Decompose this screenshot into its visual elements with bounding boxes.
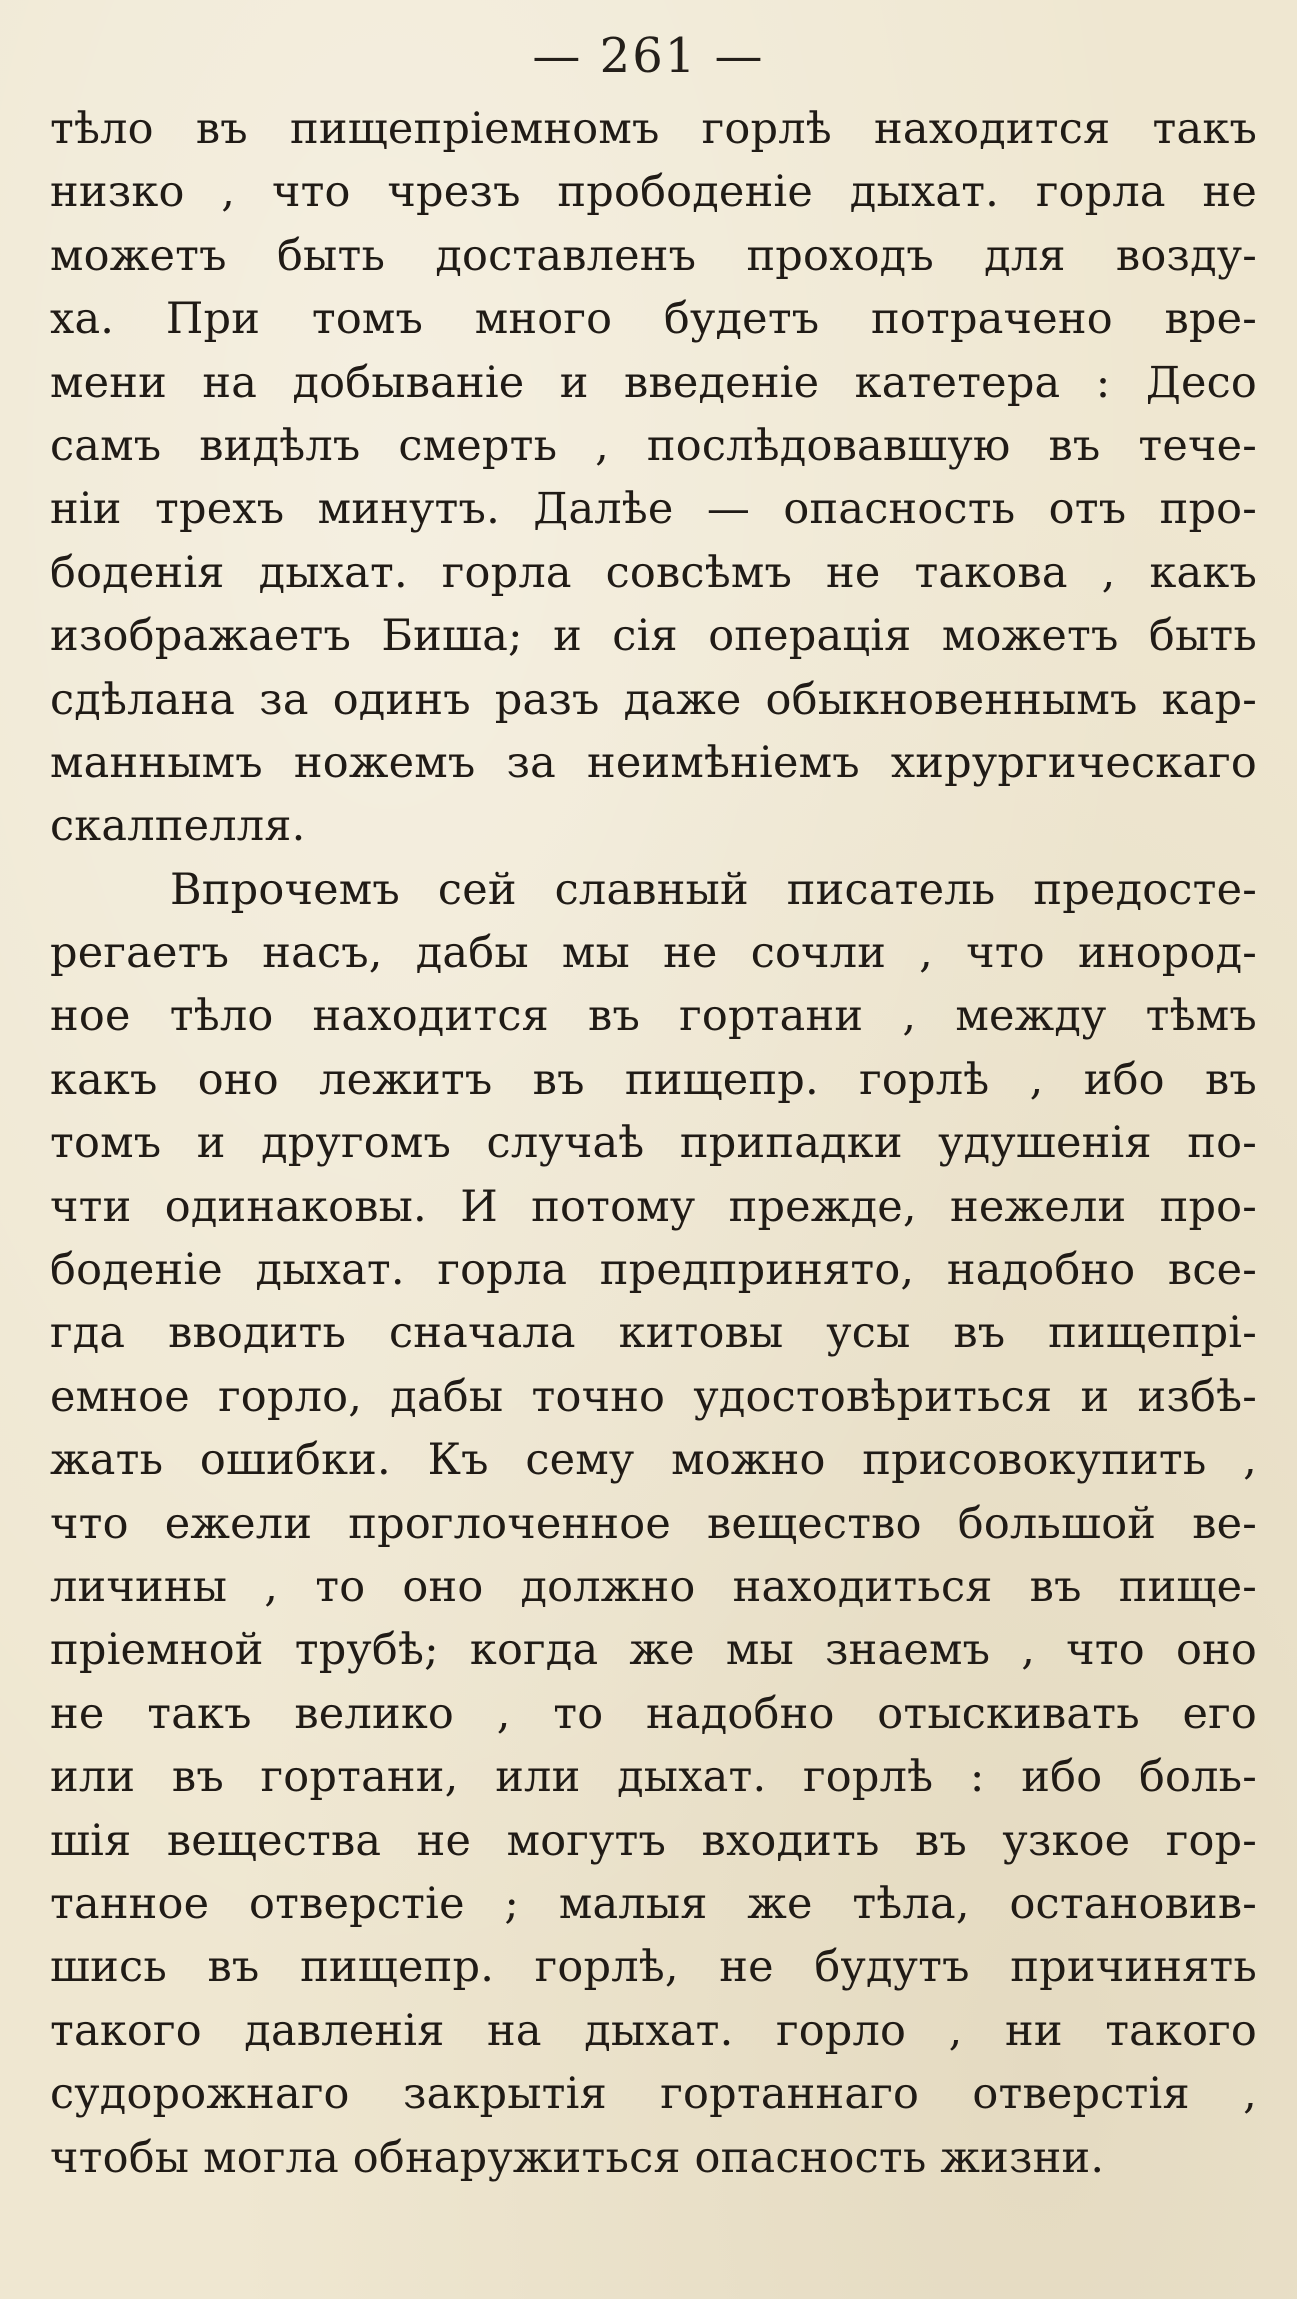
text-line: изображаетъ Биша; и сія операція можетъ быть bbox=[50, 611, 1257, 662]
text-line: можетъ быть доставленъ проходъ для возду- bbox=[50, 230, 1257, 281]
text-line: боденіе дыхат. горла предпринято, надобно все- bbox=[50, 1245, 1257, 1296]
text-line: самъ видѣлъ смерть , послѣдовавшую въ тече- bbox=[50, 420, 1257, 471]
text-line: маннымъ ножемъ за неимѣніемъ хирургическаго bbox=[50, 737, 1257, 788]
text-line: чти одинаковы. И потому прежде, нежели про- bbox=[50, 1181, 1257, 1232]
text-line: мени на добываніе и введеніе катетера : Десо bbox=[50, 357, 1257, 408]
text-line: емное горло, дабы точно удостовѣриться и избѣ- bbox=[50, 1371, 1257, 1422]
text-line: личины , то оно должно находиться въ пище- bbox=[50, 1561, 1257, 1612]
text-line: Впрочемъ сей славный писатель предосте- bbox=[170, 864, 1257, 915]
text-line: танное отверстіе ; малыя же тѣла, остановив- bbox=[50, 1878, 1257, 1929]
text-line: гда вводить сначала китовы усы въ пищепрі- bbox=[50, 1308, 1257, 1359]
body-text bbox=[50, 98, 1257, 2190]
text-line: сдѣлана за одинъ разъ даже обыкновеннымъ кар- bbox=[50, 674, 1257, 725]
text-line: боденія дыхат. горла совсѣмъ не такова , какъ bbox=[50, 547, 1257, 598]
text-line: шись въ пищепр. горлѣ, не будутъ причинять bbox=[50, 1942, 1257, 1993]
text-line: томъ и другомъ случаѣ припадки удушенія по- bbox=[50, 1118, 1257, 1169]
text-line: ха. При томъ много будетъ потрачено вре- bbox=[50, 294, 1257, 345]
text-line: не такъ велико , то надобно отыскивать его bbox=[50, 1688, 1257, 1739]
text-line: шія вещества не могутъ входить въ узкое гор- bbox=[50, 1815, 1257, 1866]
text-line: низко , что чрезъ прободеніе дыхат. горла не bbox=[50, 167, 1257, 218]
page-number: — 261 — bbox=[532, 28, 765, 84]
text-line: судорожнаго закрытія гортаннаго отверстія , bbox=[50, 2069, 1257, 2120]
paragraph-2 bbox=[50, 859, 1257, 2190]
text-line: какъ оно лежитъ въ пищепр. горлѣ , ибо въ bbox=[50, 1054, 1257, 1105]
paragraph-1 bbox=[50, 98, 1257, 859]
text-line: жать ошибки. Къ сему можно присовокупить , bbox=[50, 1435, 1257, 1486]
text-line: регаетъ насъ, дабы мы не сочли , что инород- bbox=[50, 928, 1257, 979]
text-line: тѣло въ пищепріемномъ горлѣ находится такъ bbox=[50, 104, 1257, 154]
text-line: такого давленія на дыхат. горло , ни такого bbox=[50, 2005, 1257, 2056]
text-line: ніи трехъ минутъ. Далѣе — опасность отъ про- bbox=[50, 484, 1257, 535]
text-line: пріемной трубѣ; когда же мы знаемъ , что оно bbox=[50, 1625, 1257, 1676]
text-line: чтобы могла обнаружиться опасность жизни. bbox=[50, 2132, 1105, 2183]
text-line: что ежели проглоченное вещество большой ве- bbox=[50, 1498, 1257, 1549]
text-line: или въ гортани, или дыхат. горлѣ : ибо боль- bbox=[50, 1752, 1257, 1803]
text-line: ное тѣло находится въ гортани , между тѣмъ bbox=[50, 991, 1257, 1042]
text-line: скалпелля. bbox=[50, 801, 306, 852]
